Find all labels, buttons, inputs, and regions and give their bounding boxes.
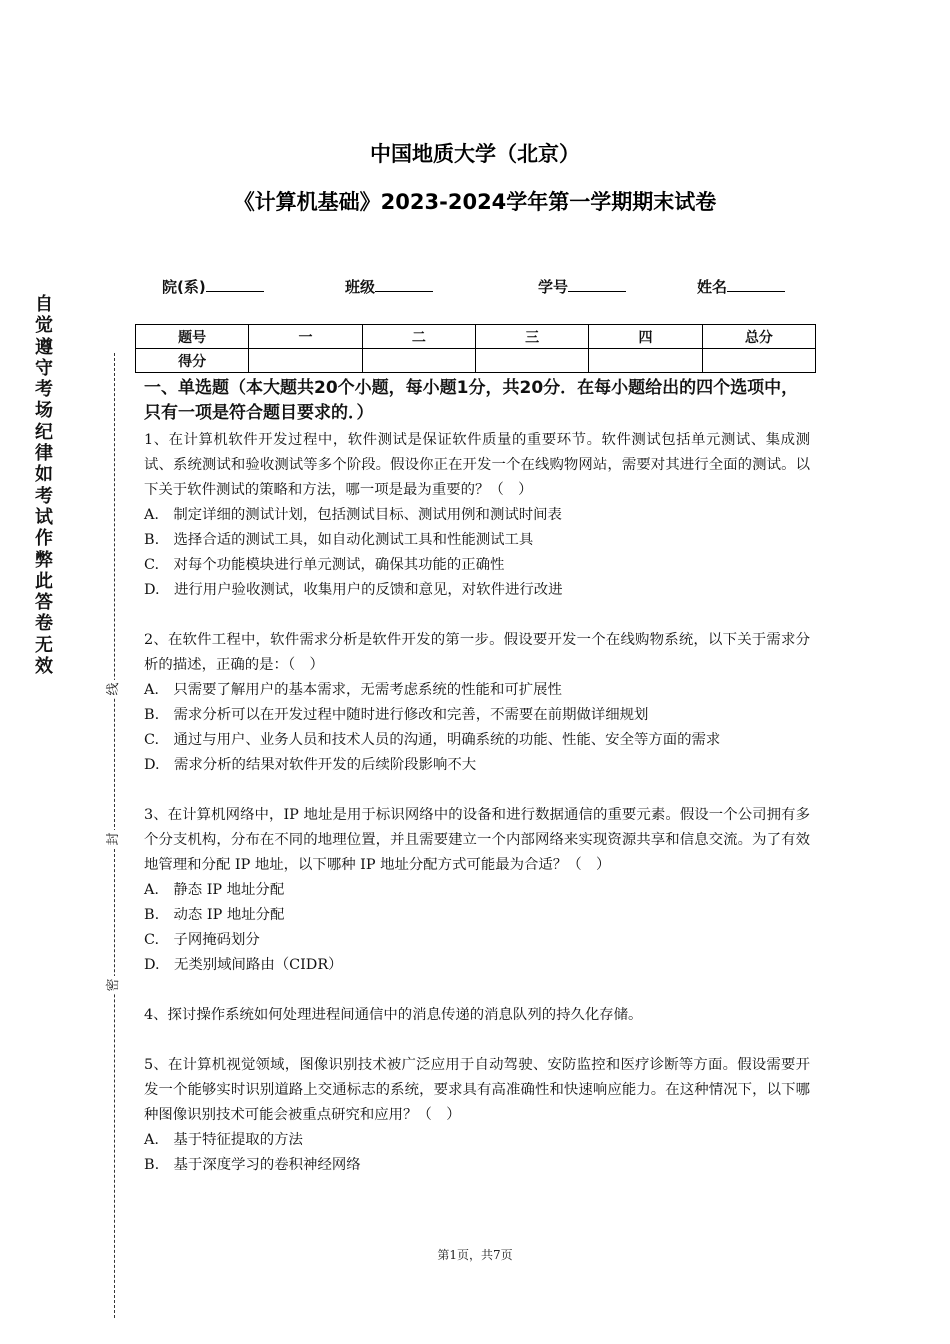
option-a[interactable]: A. 静态 IP 地址分配 [144, 882, 285, 898]
student-id-label: 学号 [538, 278, 569, 296]
exam-content [144, 376, 810, 1178]
score-cell: 总分 [702, 325, 815, 349]
option-b[interactable]: B. 选择合适的测试工具，如自动化测试工具和性能测试工具 [144, 532, 534, 548]
score-input-cell[interactable] [589, 349, 702, 373]
student-id-blank[interactable] [568, 276, 626, 292]
notice-char: 自 [35, 294, 53, 315]
notice-char: 考 [35, 485, 53, 507]
notice-char: 守 [35, 357, 53, 379]
name-blank[interactable] [727, 276, 785, 292]
question-1 [144, 428, 810, 603]
seal-char-line: 线 [105, 680, 123, 698]
score-cell: 一 [249, 325, 362, 349]
score-input-cell[interactable] [475, 349, 588, 373]
option-a[interactable]: A. 只需要了解用户的基本需求，无需考虑系统的性能和可扩展性 [144, 682, 562, 698]
option-a[interactable]: A. 制定详细的测试计划，包括测试目标、测试用例和测试时间表 [144, 507, 562, 523]
score-table [135, 324, 816, 373]
notice-char: 觉 [35, 315, 53, 337]
notice-char: 遵 [35, 336, 53, 358]
option-d[interactable]: D. 无类别域间路由（CIDR） [144, 957, 343, 973]
dept-field[interactable] [162, 276, 264, 297]
question-4 [144, 1003, 810, 1028]
seal-char-secret: 密 [105, 976, 123, 994]
score-cell: 题号 [136, 325, 249, 349]
question-2 [144, 628, 810, 778]
student-id-field[interactable] [538, 276, 626, 297]
option-c[interactable]: C. 对每个功能模块进行单元测试，确保其功能的正确性 [144, 557, 505, 573]
spacer [144, 978, 810, 1003]
notice-char: 律 [35, 443, 53, 465]
notice-char: 如 [35, 464, 53, 486]
option-b[interactable]: B. 动态 IP 地址分配 [144, 907, 285, 923]
question-5 [144, 1053, 810, 1178]
exam-discipline-notice [31, 294, 57, 677]
score-table-score-row [136, 349, 816, 373]
name-label: 姓名 [697, 278, 728, 296]
score-cell: 得分 [136, 349, 249, 373]
option-a[interactable]: A. 基于特征提取的方法 [144, 1132, 303, 1148]
option-b[interactable]: B. 需求分析可以在开发过程中随时进行修改和完善，不需要在前期做详细规划 [144, 707, 649, 723]
spacer [144, 1028, 810, 1053]
notice-char: 答 [35, 592, 53, 614]
question-stem: 4、探讨操作系统如何处理进程间通信中的消息传递的消息队列的持久化存储。 [144, 1007, 643, 1023]
option-d[interactable]: D. 需求分析的结果对软件开发的后续阶段影响不大 [144, 757, 477, 773]
question-stem: 5、在计算机视觉领域，图像识别技术被广泛应用于自动驾驶、安防监控和医疗诊断等方面。假设需要开发一个能够实时识别道路上交通标志的系统，要求具有高准确性和快速响应能力。在这种情况下，以下哪种图像识别技术可能会被重点研究和应用？（ ） [144, 1057, 810, 1123]
notice-char: 场 [35, 400, 53, 422]
question-3 [144, 803, 810, 978]
question-stem: 1、在计算机软件开发过程中，软件测试是保证软件质量的重要环节。软件测试包括单元测试、集成测试、系统测试和验收测试等多个阶段。假设你正在开发一个在线购物网站，需要对其进行全面的测试。以下关于软件测试的策略和方法，哪一项是最为重要的？（ ） [144, 432, 810, 498]
notice-char: 卷 [35, 613, 53, 635]
score-table-header-row [136, 325, 816, 349]
notice-char: 作 [35, 528, 53, 550]
question-stem: 3、在计算机网络中，IP 地址是用于标识网络中的设备和进行数据通信的重要元素。假设一个公司拥有多个分支机构，分布在不同的地理位置，并且需要建立一个内部网络来实现资源共享和信息交流。为了有效地管理和分配 IP 地址，以下哪种 IP 地址分配方式可能最为合适？（ ） [144, 807, 810, 873]
score-cell: 二 [362, 325, 475, 349]
option-c[interactable]: C. 子网掩码划分 [144, 932, 260, 948]
score-cell: 三 [475, 325, 588, 349]
notice-char: 考 [35, 379, 53, 401]
spacer [144, 778, 810, 803]
class-label: 班级 [345, 278, 376, 296]
section-heading: 一、单选题（本大题共20个小题，每小题1分，共20分．在每小题给出的四个选项中，只有一项是符合题目要求的．） [144, 378, 799, 423]
score-cell: 四 [589, 325, 702, 349]
score-input-cell[interactable] [702, 349, 815, 373]
notice-char: 弊 [35, 549, 53, 571]
option-c[interactable]: C. 通过与用户、业务人员和技术人员的沟通，明确系统的功能、性能、安全等方面的需求 [144, 732, 721, 748]
page-footer: 第1页，共7页 [437, 1248, 513, 1262]
dept-blank[interactable] [206, 276, 264, 292]
score-input-cell[interactable] [249, 349, 362, 373]
option-b[interactable]: B. 基于深度学习的卷积神经网络 [144, 1157, 361, 1173]
notice-char: 试 [35, 506, 53, 528]
question-stem: 2、在软件工程中，软件需求分析是软件开发的第一步。假设要开发一个在线购物系统，以下关于需求分析的描述，正确的是：（ ） [144, 632, 810, 673]
class-blank[interactable] [375, 276, 433, 292]
name-field[interactable] [697, 276, 785, 297]
university-title: 中国地质大学（北京） [370, 142, 580, 166]
notice-char: 此 [35, 570, 53, 592]
spacer [144, 603, 810, 628]
student-info-row [0, 276, 950, 298]
notice-char: 纪 [35, 421, 53, 443]
exam-title: 《计算机基础》2023-2024学年第一学期期末试卷 [233, 190, 717, 214]
notice-char: 效 [35, 656, 53, 678]
class-field[interactable] [345, 276, 433, 297]
seal-char-seal: 封 [105, 830, 123, 848]
dept-label: 院(系) [162, 278, 206, 296]
option-d[interactable]: D. 进行用户验收测试，收集用户的反馈和意见，对软件进行改进 [144, 582, 563, 598]
notice-char: 无 [35, 634, 53, 656]
score-input-cell[interactable] [362, 349, 475, 373]
